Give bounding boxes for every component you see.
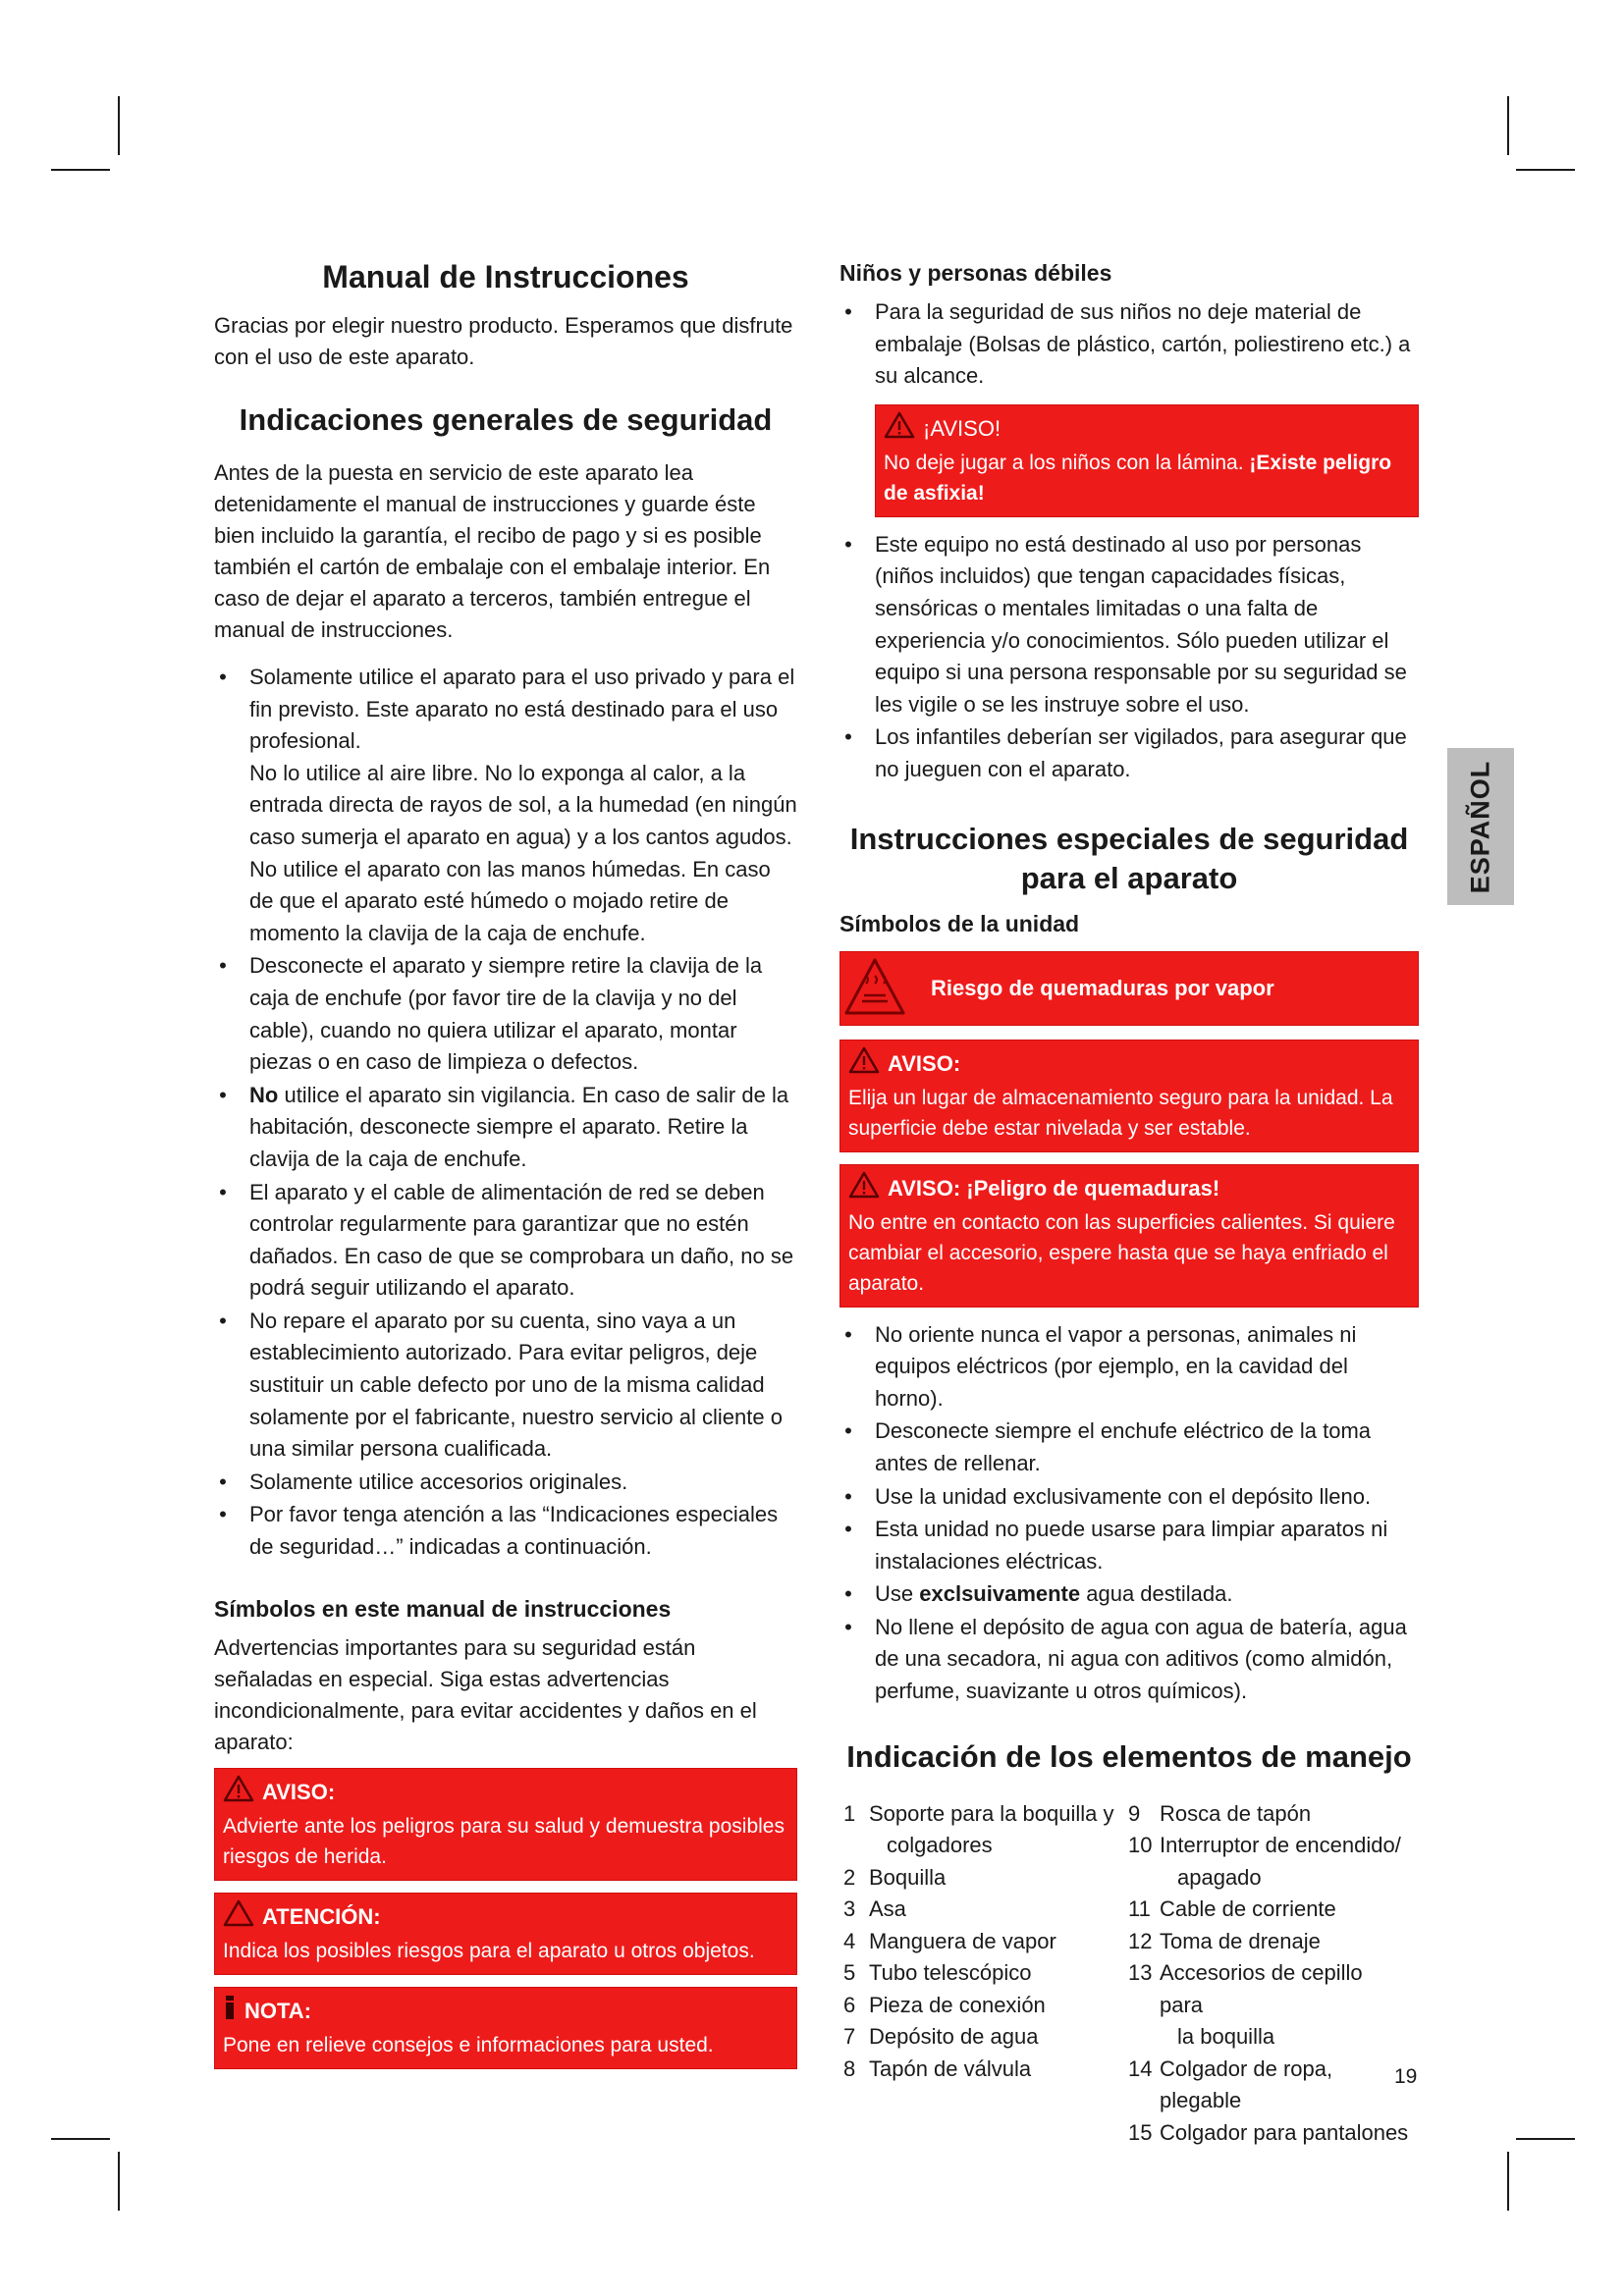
- aviso-box-title: AVISO:: [262, 1780, 336, 1805]
- list-item: [839, 529, 1419, 721]
- aviso-box-text: Advierte ante los peligros para su salud y demuestra posibles riesgos de herida.: [223, 1814, 785, 1868]
- bullet-dot: •: [219, 665, 227, 689]
- bullet-dot: •: [844, 531, 852, 557]
- part-label: Accesorios de cepillo para: [1160, 1960, 1363, 2017]
- bullet-text: No oriente nunca el vapor a personas, animales ni equipos eléctricos (por ejemplo, en la cavidad del horno).: [875, 1321, 1357, 1411]
- bullet-dot: •: [219, 1468, 227, 1494]
- bullet-dot: •: [844, 1321, 852, 1347]
- left-column: [214, 257, 797, 2081]
- list-item: [839, 296, 1419, 393]
- children-bullet-list: [839, 296, 1419, 393]
- part-label: Toma de drenaje: [1160, 1928, 1321, 1953]
- nota-box: [214, 1987, 797, 2069]
- burn-vapor-box: [839, 951, 1419, 1026]
- aviso-burn-text: No entre en contacto con las superficies calientes. Si quiere cambiar el accesorio, espere hasta que se haya enfriado el aparato.: [848, 1210, 1395, 1295]
- part-label: Depósito de agua: [869, 2024, 1039, 2050]
- list-item: [214, 1306, 797, 1466]
- part-label: Tubo telescópico: [869, 1960, 1032, 1986]
- part-number: 1: [843, 1800, 856, 1826]
- crop-mark: [1516, 169, 1575, 171]
- safety-intro: Antes de la puesta en servicio de este aparato lea detenidamente el manual de instrucciones y guarde éste bien incluido la garantía, el recibo de pago y si es posible también el cartón de embalaje con el embalaje interior. En caso de dejar el aparato a terceros, también entregue el manual de instrucciones.: [214, 460, 771, 642]
- part-label: Boquilla: [869, 1864, 947, 1890]
- warning-triangle-icon: [223, 1775, 254, 1811]
- parts-column-right: [1124, 1798, 1409, 2150]
- part-item: [839, 1990, 1124, 2022]
- part-item: [1124, 2117, 1409, 2150]
- atencion-box-title: ATENCIÓN:: [262, 1904, 381, 1930]
- language-tab-label: ESPAÑOL: [1465, 760, 1495, 893]
- bullet-dot: •: [844, 1614, 852, 1639]
- special-safety-heading-line2: para el aparato: [1020, 860, 1238, 895]
- parts-column-left: [839, 1798, 1124, 2150]
- bullet-bold-prefix: No: [249, 1082, 279, 1107]
- part-item: [1124, 1798, 1409, 1831]
- part-item: [1124, 1957, 1409, 2054]
- bullet-dot: •: [219, 1179, 227, 1204]
- bullet-dot: •: [844, 1418, 852, 1444]
- part-item: [1124, 2054, 1409, 2117]
- part-label: Soporte para la boquilla y: [869, 1800, 1114, 1826]
- children-heading: Niños y personas débiles: [839, 260, 1112, 286]
- safety-heading: Indicaciones generales de seguridad: [239, 402, 773, 437]
- list-item: [214, 1499, 797, 1563]
- aviso-storage-title-row: [848, 1046, 1408, 1083]
- part-label: Manguera de vapor: [869, 1928, 1056, 1953]
- bullet-dot: •: [844, 1483, 852, 1509]
- bullet-text: Use la unidad exclusivamente con el depósito lleno.: [875, 1483, 1372, 1509]
- aviso-burn-title-row: [848, 1171, 1408, 1207]
- bullet-text: Para la seguridad de sus niños no deje material de embalaje (Bolsas de plástico, cartón, poliestireno etc.) a su alcance.: [875, 299, 1411, 389]
- bullet-text: Desconecte siempre el enchufe eléctrico de la toma antes de rellenar.: [875, 1418, 1372, 1475]
- crop-mark: [1507, 96, 1509, 155]
- part-label: Interruptor de encendido/: [1160, 1833, 1401, 1858]
- manual-title: Manual de Instrucciones: [322, 259, 689, 294]
- page-number: 19: [1394, 2065, 1418, 2088]
- children-bullet-list-2: [839, 529, 1419, 786]
- list-item: [839, 1514, 1419, 1577]
- part-label: Asa: [869, 1896, 906, 1922]
- list-item: [214, 1177, 797, 1305]
- bullet-dot: •: [219, 1082, 227, 1107]
- bullet-text-use-bold: exclsuivamente: [919, 1581, 1081, 1607]
- part-number: 4: [843, 1928, 856, 1953]
- part-item: [839, 1798, 1124, 1862]
- list-item: [214, 950, 797, 1078]
- crop-mark: [51, 169, 110, 171]
- part-number: 8: [843, 2056, 856, 2081]
- list-item: [214, 1467, 797, 1499]
- part-number: 6: [843, 1992, 856, 2017]
- part-item: [839, 2021, 1124, 2054]
- burn-vapor-text: Riesgo de quemaduras por vapor: [931, 975, 1274, 1000]
- bullet-text: utilice el aparato sin vigilancia. En caso de salir de la habitación, desconecte siempre el aparato. Retire la clavija de la caja de enchufe.: [249, 1082, 789, 1171]
- bullet-text: Este equipo no está destinado al uso por personas (niños incluidos) que tengan capacidades físicas, sensóricas o mentales limitadas o una falta de experiencia y/o conocimientos. Sólo pueden utilizar el equipo si una persona responsable por su seguridad se les vigile o se les instruye sobre el uso.: [875, 531, 1407, 717]
- list-item: [839, 1612, 1419, 1708]
- nota-box-text: Pone en relieve consejos e informaciones para usted.: [223, 2033, 714, 2056]
- bullet-text-extra: No lo utilice al aire libre. No lo exponga al calor, a la entrada directa de rayos de sol, a la humedad (en ningún caso sumerja el aparato en agua) y a los cantos agudos. No utilice el aparato con las manos húmedas. En caso de que el aparato esté húmedo o mojado retire de momento la clavija de la caja de enchufe.: [249, 760, 797, 945]
- bullet-text: Solamente utilice accesorios originales.: [249, 1468, 628, 1494]
- bullet-text: Desconecte el aparato y siempre retire la clavija de la caja de enchufe (por favor tire de la clavija y no del cable), cuando no quiera utilizar el aparato, montar piezas o en caso de limpieza o defectos.: [249, 953, 763, 1075]
- part-item: [1124, 1926, 1409, 1958]
- list-item: [839, 1481, 1419, 1514]
- list-item: [839, 1319, 1419, 1415]
- part-label: Pieza de conexión: [869, 1992, 1046, 2017]
- aviso-storage-title: AVISO:: [888, 1051, 961, 1077]
- bullet-text: Solamente utilice el aparato para el uso privado y para el fin previsto. Este aparato no está destinado para el uso profesional.: [249, 665, 795, 754]
- atencion-box-title-row: [223, 1899, 786, 1936]
- list-item: [839, 1415, 1419, 1479]
- bullet-dot: •: [844, 1581, 852, 1607]
- part-number: 11: [1128, 1896, 1151, 1922]
- bullet-text: Esta unidad no puede usarse para limpiar aparatos ni instalaciones eléctricas.: [875, 1517, 1388, 1574]
- part-number: 7: [843, 2024, 856, 2050]
- bullet-dot: •: [219, 1308, 227, 1333]
- aviso-burn-box: [839, 1164, 1419, 1308]
- bullet-text: No llene el depósito de agua con agua de batería, agua de una secadora, ni agua con aditivos (como almidón, perfume, suavizante u otros químicos).: [875, 1614, 1407, 1704]
- bullet-dot: •: [219, 953, 227, 979]
- part-number: 15: [1128, 2119, 1153, 2145]
- bullet-text: Por favor tenga atención a las “Indicaciones especiales de seguridad…” indicadas a continuación.: [249, 1502, 779, 1560]
- aviso-burn-title: AVISO: ¡Peligro de quemaduras!: [888, 1176, 1220, 1201]
- bullet-text: El aparato y el cable de alimentación de red se deben controlar regularmente para garantizar que no estén dañados. En caso de que se comprobara un daño, no se podrá seguir utilizando el aparato.: [249, 1179, 794, 1301]
- bullet-dot: •: [844, 724, 852, 750]
- part-number: 2: [843, 1864, 856, 1890]
- nota-box-title: NOTA:: [244, 1999, 312, 2024]
- crop-mark: [51, 2138, 110, 2140]
- part-item: [839, 1926, 1124, 1958]
- parts-list: [839, 1798, 1419, 2150]
- bullet-text-use: Use: [875, 1581, 914, 1607]
- list-item: [839, 721, 1419, 785]
- safety-bullet-list: [214, 662, 797, 1564]
- part-number: 10: [1128, 1833, 1153, 1858]
- part-label: Cable de corriente: [1160, 1896, 1336, 1922]
- aviso-box: [214, 1768, 797, 1881]
- part-label-cont: colgadores: [887, 1833, 993, 1858]
- bullet-text-use-suffix: agua destilada.: [1086, 1581, 1233, 1607]
- crop-mark: [1516, 2138, 1575, 2140]
- part-item: [1124, 1894, 1409, 1926]
- crop-mark: [1507, 2152, 1509, 2211]
- warning-triangle-icon: [884, 411, 915, 448]
- part-number: 14: [1128, 2056, 1153, 2081]
- bullet-dot: •: [844, 299, 852, 324]
- part-item: [839, 1894, 1124, 1926]
- language-tab: [1447, 748, 1514, 905]
- part-number: 13: [1128, 1960, 1153, 1986]
- part-item: [839, 2054, 1124, 2086]
- part-number: 3: [843, 1896, 856, 1922]
- part-item: [839, 1957, 1124, 1990]
- atencion-box-text: Indica los posibles riesgos para el aparato u otros objetos.: [223, 1939, 755, 1962]
- part-label: Rosca de tapón: [1160, 1800, 1312, 1826]
- controls-heading: Indicación de los elementos de manejo: [846, 1738, 1412, 1774]
- part-label: Tapón de válvula: [869, 2056, 1032, 2081]
- info-icon: [223, 1994, 237, 2030]
- bullet-text: Los infantiles deberían ser vigilados, para asegurar que no jueguen con el aparato.: [875, 724, 1407, 781]
- list-item: [214, 662, 797, 949]
- hot-steam-warning-icon: [842, 956, 907, 1021]
- unit-symbols-heading: Símbolos de la unidad: [839, 910, 1080, 936]
- atencion-box: [214, 1893, 797, 1975]
- aviso-storage-box: [839, 1040, 1419, 1152]
- right-column: [839, 257, 1419, 2149]
- aviso-box-title-row: [223, 1775, 786, 1811]
- crop-mark: [118, 96, 120, 155]
- children-warning-title-row: [884, 411, 1408, 448]
- bullet-text: No repare el aparato por su cuenta, sino vaya a un establecimiento autorizado. Para evitar peligros, deje sustituir un cable defecto por uno de la misma calidad solamente por el fabricante, nuestro servicio al cliente o una similar persona cualificada.: [249, 1308, 783, 1462]
- symbols-intro: Advertencias importantes para su seguridad están señaladas en especial. Siga estas advertencias incondicionalmente, para evitar accidentes y daños en el aparato:: [214, 1634, 757, 1754]
- nota-box-title-row: [223, 1994, 786, 2030]
- bullet-dot: •: [844, 1517, 852, 1542]
- part-label: Colgador de ropa, plegable: [1160, 2056, 1333, 2113]
- warning-triangle-icon: [848, 1171, 880, 1207]
- part-label-cont: la boquilla: [1177, 2024, 1275, 2050]
- part-label-cont: apagado: [1177, 1864, 1262, 1890]
- list-item: [214, 1080, 797, 1176]
- part-label: Colgador para pantalones: [1160, 2119, 1409, 2145]
- crop-mark: [118, 2152, 120, 2211]
- part-number: 12: [1128, 1928, 1153, 1953]
- list-item: [839, 1578, 1419, 1611]
- part-number: 9: [1128, 1800, 1141, 1826]
- children-warning-bold: ¡Existe peligro de asfixia!: [884, 451, 1392, 505]
- children-warning-body: No deje jugar a los niños con la lámina.: [884, 451, 1244, 474]
- children-warning-box: [875, 404, 1419, 517]
- warning-triangle-icon: [223, 1899, 254, 1936]
- part-item: [1124, 1830, 1409, 1894]
- children-warning-title: ¡AVISO!: [923, 416, 1001, 442]
- special-safety-heading: [839, 820, 1419, 898]
- symbols-heading: Símbolos en este manual de instrucciones: [214, 1595, 672, 1622]
- warning-triangle-icon: [848, 1046, 880, 1083]
- special-safety-heading-line1: Instrucciones especiales de seguridad: [849, 821, 1409, 856]
- bullet-dot: •: [219, 1502, 227, 1527]
- special-bullet-list: [839, 1319, 1419, 1708]
- aviso-storage-text: Elija un lugar de almacenamiento seguro para la unidad. La superficie debe estar nivelada y ser estable.: [848, 1086, 1393, 1140]
- intro-text: Gracias por elegir nuestro producto. Esperamos que disfrute con el uso de este aparato.: [214, 313, 793, 369]
- children-warning-text: [884, 448, 1408, 508]
- part-item: [839, 1862, 1124, 1895]
- part-number: 5: [843, 1960, 856, 1986]
